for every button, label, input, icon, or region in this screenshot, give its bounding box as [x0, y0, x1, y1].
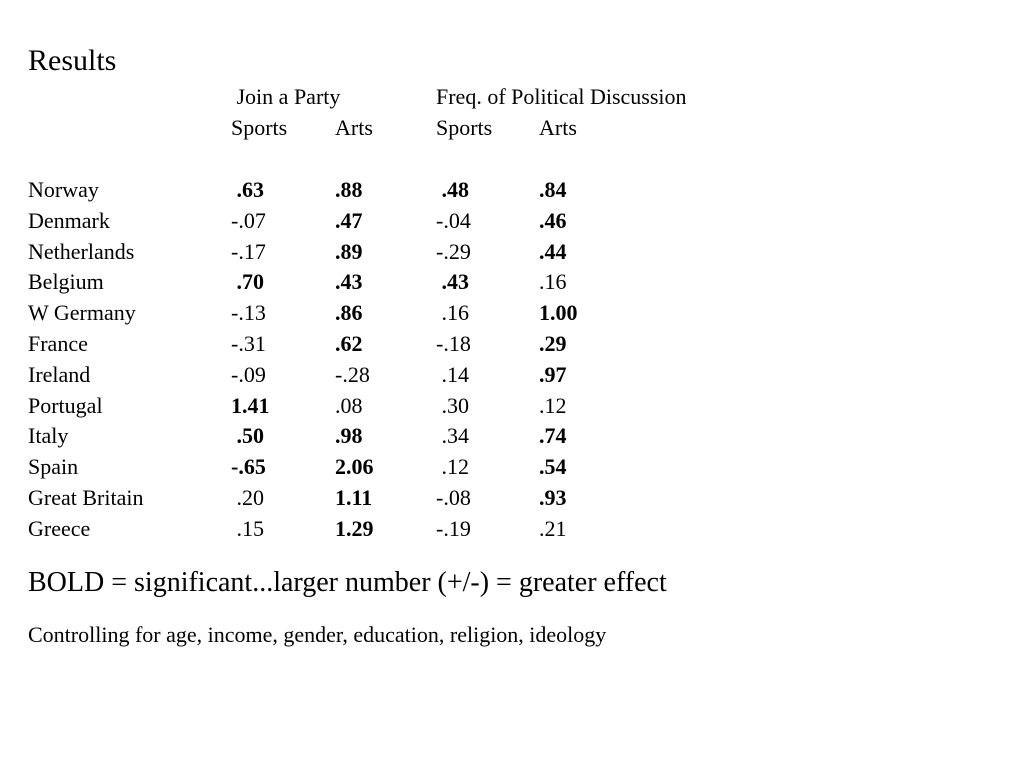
column-header-discussion-sports: Sports [436, 115, 493, 140]
table-cell-value: .47 [335, 207, 363, 233]
controls-footnote: Controlling for age, income, gender, education, religion, ideology [28, 622, 607, 647]
table-cell-value: .74 [539, 423, 567, 449]
country-name: Denmark [28, 207, 110, 233]
country-name: Ireland [28, 361, 91, 387]
table-row [0, 393, 1024, 424]
table-cell-value: .54 [539, 454, 567, 480]
table-cell-value: .48 [436, 177, 469, 202]
table-row [0, 300, 1024, 331]
slide-title: Results [28, 44, 117, 77]
table-row [0, 208, 1024, 239]
country-name: Spain [28, 454, 79, 480]
table-cell-value: .63 [231, 177, 264, 202]
table-cell-value: .15 [231, 515, 264, 541]
table-cell-value: -.29 [436, 238, 471, 264]
table-cell-value: 1.11 [335, 485, 373, 510]
table-cell-value: 1.29 [335, 515, 374, 541]
table-row [0, 331, 1024, 362]
table-cell-value: .62 [335, 331, 363, 356]
table-row [0, 177, 1024, 208]
group-header-join-party: Join a Party [231, 84, 341, 109]
table-row [0, 485, 1024, 516]
table-cell-value: .70 [231, 269, 264, 295]
table-cell-value: .20 [231, 485, 264, 510]
table-cell-value: .84 [539, 177, 567, 202]
table-cell-value: .21 [539, 515, 567, 541]
table-cell-value: 1.00 [539, 300, 578, 326]
column-header-discussion-arts: Arts [539, 115, 577, 140]
table-cell-value: -.04 [436, 207, 471, 233]
table-cell-value: .88 [335, 177, 363, 202]
table-cell-value: .93 [539, 485, 567, 510]
table-cell-value: .50 [231, 423, 264, 449]
table-cell-value: .29 [539, 331, 567, 356]
table-cell-value: .14 [436, 361, 469, 387]
table-cell-value: -.17 [231, 238, 266, 264]
country-name: Norway [28, 177, 99, 202]
table-cell-value: .89 [335, 238, 363, 264]
table-cell-value: -.13 [231, 300, 266, 326]
column-header-party-arts: Arts [335, 115, 373, 140]
table-cell-value: -.18 [436, 331, 471, 356]
table-cell-value: .46 [539, 207, 567, 233]
country-name: Portugal [28, 392, 103, 418]
country-name: W Germany [28, 300, 136, 326]
table-cell-value: .12 [436, 454, 469, 480]
table-cell-value: -.09 [231, 361, 266, 387]
table-cell-value: .12 [539, 392, 567, 418]
significance-note: BOLD = significant...larger number (+/-) = greater effect [28, 567, 667, 598]
country-name: Italy [28, 423, 69, 449]
table-row [0, 239, 1024, 270]
column-header-party-sports: Sports [231, 115, 288, 140]
table-cell-value: .43 [436, 269, 469, 295]
country-name: Netherlands [28, 238, 135, 264]
table-cell-value: -.08 [436, 485, 471, 510]
table-row [0, 362, 1024, 393]
table-cell-value: .34 [436, 423, 469, 449]
table-cell-value: .16 [436, 300, 469, 326]
country-name: Belgium [28, 269, 104, 295]
table-row [0, 423, 1024, 454]
table-cell-value: .98 [335, 423, 363, 449]
table-row [0, 269, 1024, 300]
table-row [0, 454, 1024, 485]
country-name: Great Britain [28, 485, 144, 510]
table-cell-value: -.31 [231, 331, 266, 356]
table-cell-value: .97 [539, 361, 567, 387]
table-cell-value: .08 [335, 392, 363, 418]
table-cell-value: .30 [436, 392, 469, 418]
table-cell-value: .44 [539, 238, 567, 264]
table-cell-value: 1.41 [231, 392, 270, 418]
table-cell-value: -.19 [436, 515, 471, 541]
table-cell-value: 2.06 [335, 454, 374, 480]
table-cell-value: .86 [335, 300, 363, 326]
group-header-political-discussion: Freq. of Political Discussion [436, 84, 687, 109]
country-name: France [28, 331, 88, 356]
table-cell-value: .16 [539, 269, 567, 295]
table-row [0, 516, 1024, 547]
table-cell-value: -.28 [335, 361, 370, 387]
table-cell-value: .43 [335, 269, 363, 295]
table-cell-value: -.65 [231, 454, 266, 480]
country-name: Greece [28, 515, 91, 541]
table-cell-value: -.07 [231, 207, 266, 233]
